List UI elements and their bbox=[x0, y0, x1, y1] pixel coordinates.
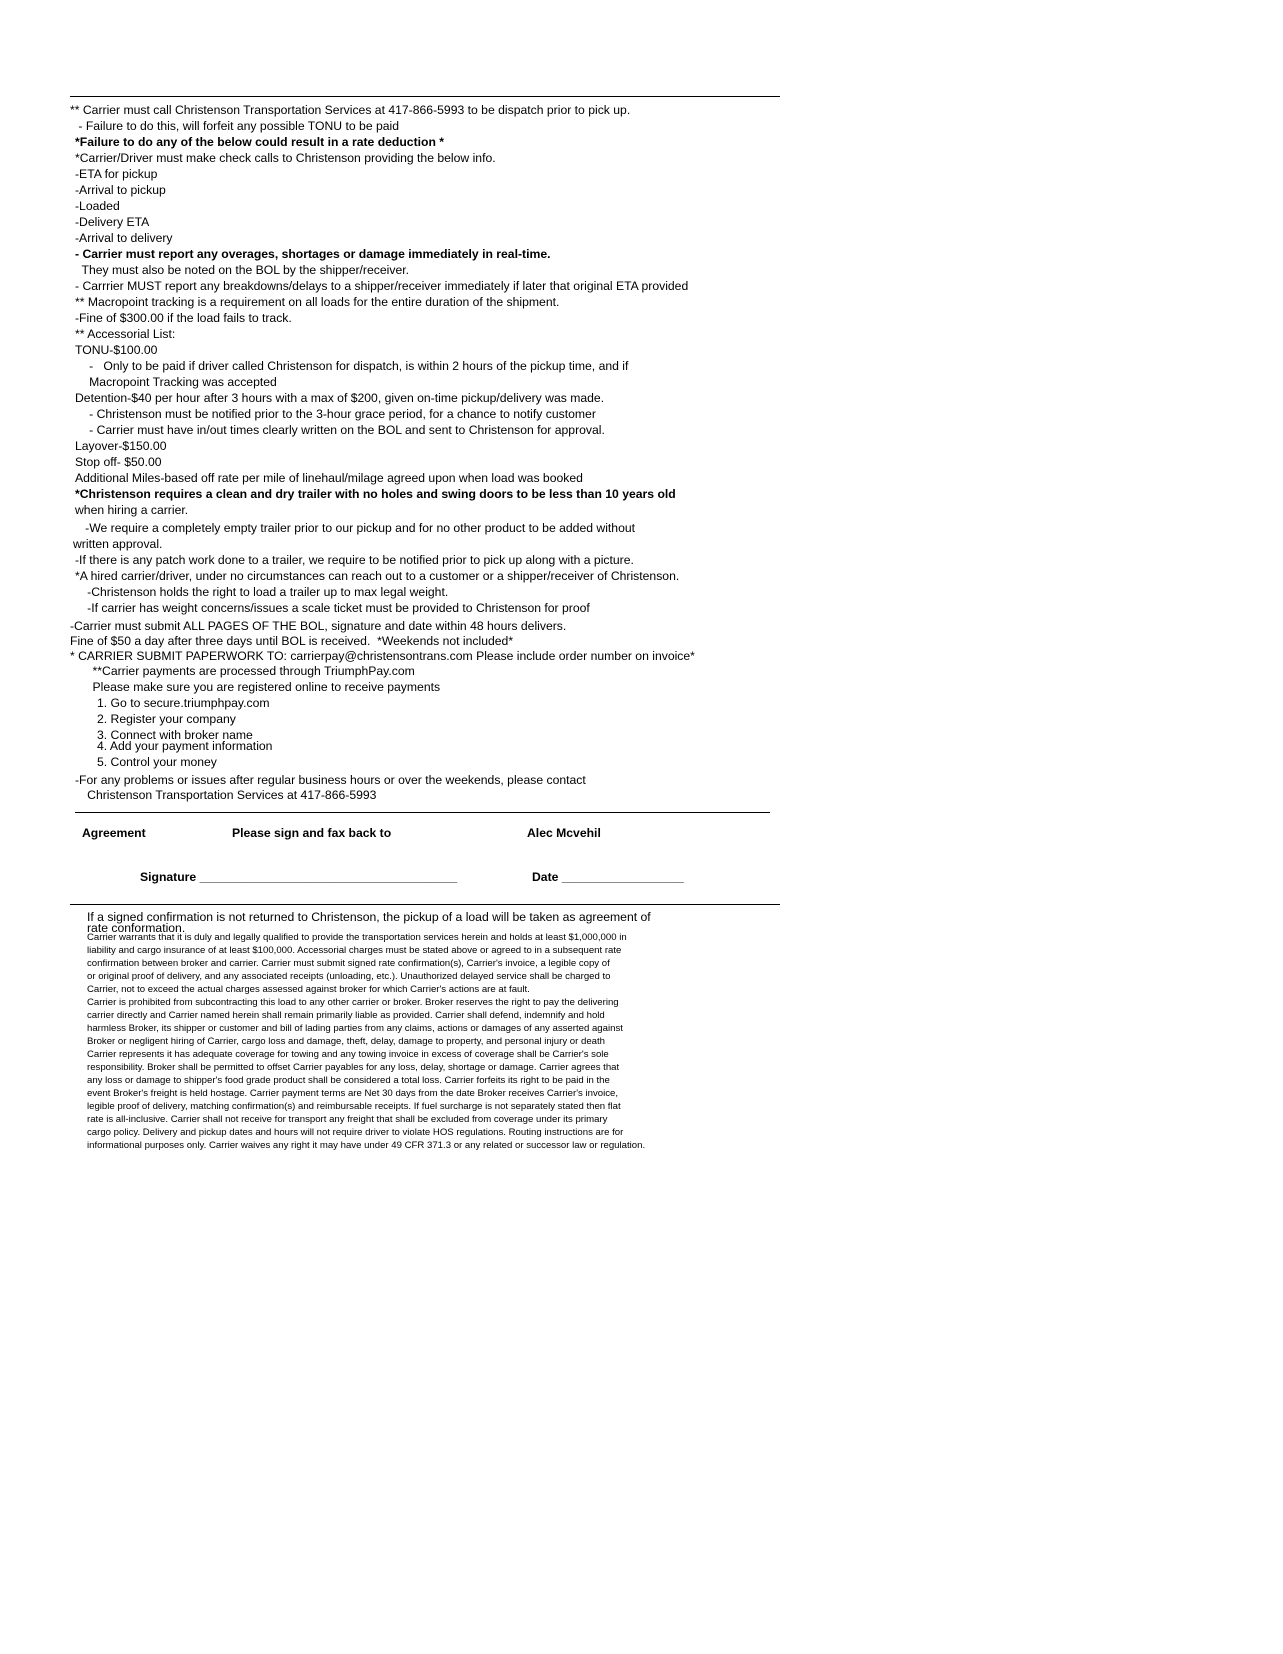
agreement-contact: Alec Mcvehil bbox=[527, 826, 601, 840]
terms-line: carrier directly and Carrier named herein shall remain primarily liable as provided. Carrier shall defend, indemnify and hold bbox=[87, 1010, 605, 1021]
instruction-line: Additional Miles-based off rate per mile of linehaul/milage agreed upon when load was booked bbox=[75, 471, 583, 485]
after-hours-line: -For any problems or issues after regular business hours or over the weekends, please contact bbox=[75, 773, 586, 787]
terms-line: confirmation between broker and carrier. Carrier must submit signed rate confirmation(s), Carrier's invoice, a legible copy of bbox=[87, 958, 610, 969]
terms-line: Carrier warrants that it is duly and legally qualified to provide the transportation services herein and holds at least $1,000,000 in bbox=[87, 932, 627, 943]
terms-line: cargo policy. Delivery and pickup dates and hours will not require driver to violate HOS regulations. Routing instructions are for bbox=[87, 1127, 624, 1138]
instruction-line: - Christenson must be notified prior to the 3-hour grace period, for a chance to notify customer bbox=[79, 407, 596, 421]
paperwork-line: * CARRIER SUBMIT PAPERWORK TO: carrierpay@christensontrans.com Please include order number on invoice* bbox=[70, 649, 695, 663]
signature-line[interactable]: Signature ______________________________________ bbox=[140, 870, 458, 884]
instruction-line: when hiring a carrier. bbox=[75, 503, 189, 517]
instruction-line: Layover-$150.00 bbox=[75, 439, 167, 453]
payment-step: 5. Control your money bbox=[97, 755, 217, 769]
instruction-line: - Carrier must have in/out times clearly written on the BOL and sent to Christenson for approval. bbox=[79, 423, 605, 437]
terms-line: informational purposes only. Carrier waives any right it may have under 49 CFR 371.3 or any related or successor law or regulation. bbox=[87, 1140, 646, 1151]
terms-line: rate is all-inclusive. Carrier shall not receive for transport any freight that shall be excluded from coverage under its primary bbox=[87, 1114, 608, 1125]
instruction-line: *Failure to do any of the below could result in a rate deduction * bbox=[75, 135, 445, 149]
terms-line: liability and cargo insurance of at least $100,000. Accessorial charges must be stated above or agreed to in a subsequent rate bbox=[87, 945, 622, 956]
terms-line: legible proof of delivery, matching confirmation(s) and reimbursable receipts. If fuel surcharge is not separately stated then flat bbox=[87, 1101, 621, 1112]
paperwork-line: -Carrier must submit ALL PAGES OF THE BOL, signature and date within 48 hours delivers. bbox=[70, 619, 567, 633]
instruction-line: -Fine of $300.00 if the load fails to track. bbox=[75, 311, 292, 325]
terms-line: Broker or negligent hiring of Carrier, cargo loss and damage, theft, delay, damage to property, and personal injury or death bbox=[87, 1036, 606, 1047]
instruction-line: TONU-$100.00 bbox=[75, 343, 158, 357]
instruction-line: -ETA for pickup bbox=[75, 167, 158, 181]
agreement-divider-top bbox=[75, 812, 770, 813]
terms-line: Carrier, not to exceed the actual charges assessed against broker for which Carrier's actions are at fault. bbox=[87, 984, 530, 995]
instruction-line: -Arrival to pickup bbox=[75, 183, 166, 197]
terms-line: event Broker's freight is held hostage. Carrier payment terms are Net 30 days from the date Broker receives Carrier's invoice, bbox=[87, 1088, 619, 1099]
instruction-line: -Delivery ETA bbox=[75, 215, 150, 229]
confirmation-line: If a signed confirmation is not returned to Christenson, the pickup of a load will be taken as agreement of bbox=[87, 910, 651, 924]
payment-step: 3. Connect with broker name bbox=[97, 728, 253, 742]
instruction-line: *Carrier/Driver must make check calls to Christenson providing the below info. bbox=[75, 151, 496, 165]
policy-line: -If there is any patch work done to a trailer, we require to be notified prior to pick up along with a picture. bbox=[75, 553, 634, 567]
policy-line: *A hired carrier/driver, under no circumstances can reach out to a customer or a shipper/receiver of Christenson. bbox=[75, 569, 680, 583]
instruction-line: ** Accessorial List: bbox=[75, 327, 176, 341]
paperwork-line: Fine of $50 a day after three days until BOL is received. *Weekends not included* bbox=[70, 634, 514, 648]
instruction-line: -Loaded bbox=[75, 199, 120, 213]
instruction-line: Detention-$40 per hour after 3 hours with a max of $200, given on-time pickup/delivery was made. bbox=[75, 391, 605, 405]
payment-step: 2. Register your company bbox=[97, 712, 236, 726]
terms-line: Carrier is prohibited from subcontracting this load to any other carrier or broker. Broker reserves the right to pay the delivering bbox=[87, 997, 619, 1008]
instruction-line: - Failure to do this, will forfeit any possible TONU to be paid bbox=[75, 119, 400, 133]
policy-line: -We require a completely empty trailer prior to our pickup and for no other product to be added without bbox=[75, 521, 636, 535]
terms-line: responsibility. Broker shall be permitted to offset Carrier payables for any loss, delay, shortage or damage. Carrier agrees that bbox=[87, 1062, 620, 1073]
terms-line: any loss or damage to shipper's food grade product shall be considered a total loss. Carrier forfeits its right to be paid in the bbox=[87, 1075, 610, 1086]
paperwork-line: **Carrier payments are processed through TriumphPay.com bbox=[79, 664, 415, 678]
terms-line: harmless Broker, its shipper or customer and bill of lading parties from any claims, actions or damages of any asserted against bbox=[87, 1023, 623, 1034]
instruction-line: ** Macropoint tracking is a requirement on all loads for the entire duration of the shipment. bbox=[75, 295, 560, 309]
agreement-label: Agreement bbox=[82, 826, 146, 840]
instruction-line: *Christenson requires a clean and dry trailer with no holes and swing doors to be less than 10 years old bbox=[75, 487, 676, 501]
terms-line: or original proof of delivery, and any associated receipts (unloading, etc.). Unauthorized delayed service shall be charged to bbox=[87, 971, 611, 982]
policy-line: -Christenson holds the right to load a trailer up to max legal weight. bbox=[77, 585, 449, 599]
instruction-line: Stop off- $50.00 bbox=[75, 455, 162, 469]
instruction-line: - Only to be paid if driver called Christenson for dispatch, is within 2 hours of the pickup time, and if bbox=[79, 359, 629, 373]
agreement-divider-bottom bbox=[70, 904, 780, 905]
instruction-line: - Carrier must report any overages, shortages or damage immediately in real-time. bbox=[75, 247, 551, 261]
instruction-line: ** Carrier must call Christenson Transportation Services at 417-866-5993 to be dispatch prior to pick up. bbox=[70, 103, 631, 117]
policy-line: written approval. bbox=[73, 537, 163, 551]
payment-step: 1. Go to secure.triumphpay.com bbox=[97, 696, 270, 710]
policy-line: -If carrier has weight concerns/issues a scale ticket must be provided to Christenson for proof bbox=[77, 601, 590, 615]
after-hours-line: Christenson Transportation Services at 417-866-5993 bbox=[77, 788, 377, 802]
date-line[interactable]: Date __________________ bbox=[532, 870, 684, 884]
paperwork-line: Please make sure you are registered online to receive payments bbox=[79, 680, 441, 694]
terms-line: Carrier represents it has adequate coverage for towing and any towing invoice in excess of coverage shall be Carrier's sole bbox=[87, 1049, 609, 1060]
instruction-line: Macropoint Tracking was accepted bbox=[79, 375, 277, 389]
payment-step: 4. Add your payment information bbox=[97, 739, 273, 753]
agreement-instruction: Please sign and fax back to bbox=[232, 826, 392, 840]
instruction-line: - Carrrier MUST report any breakdowns/delays to a shipper/receiver immediately if later that original ETA provided bbox=[75, 279, 689, 293]
top-divider bbox=[70, 96, 780, 97]
instruction-line: -Arrival to delivery bbox=[75, 231, 173, 245]
confirmation-line: rate conformation. bbox=[87, 921, 186, 935]
instruction-line: They must also be noted on the BOL by the shipper/receiver. bbox=[75, 263, 409, 277]
